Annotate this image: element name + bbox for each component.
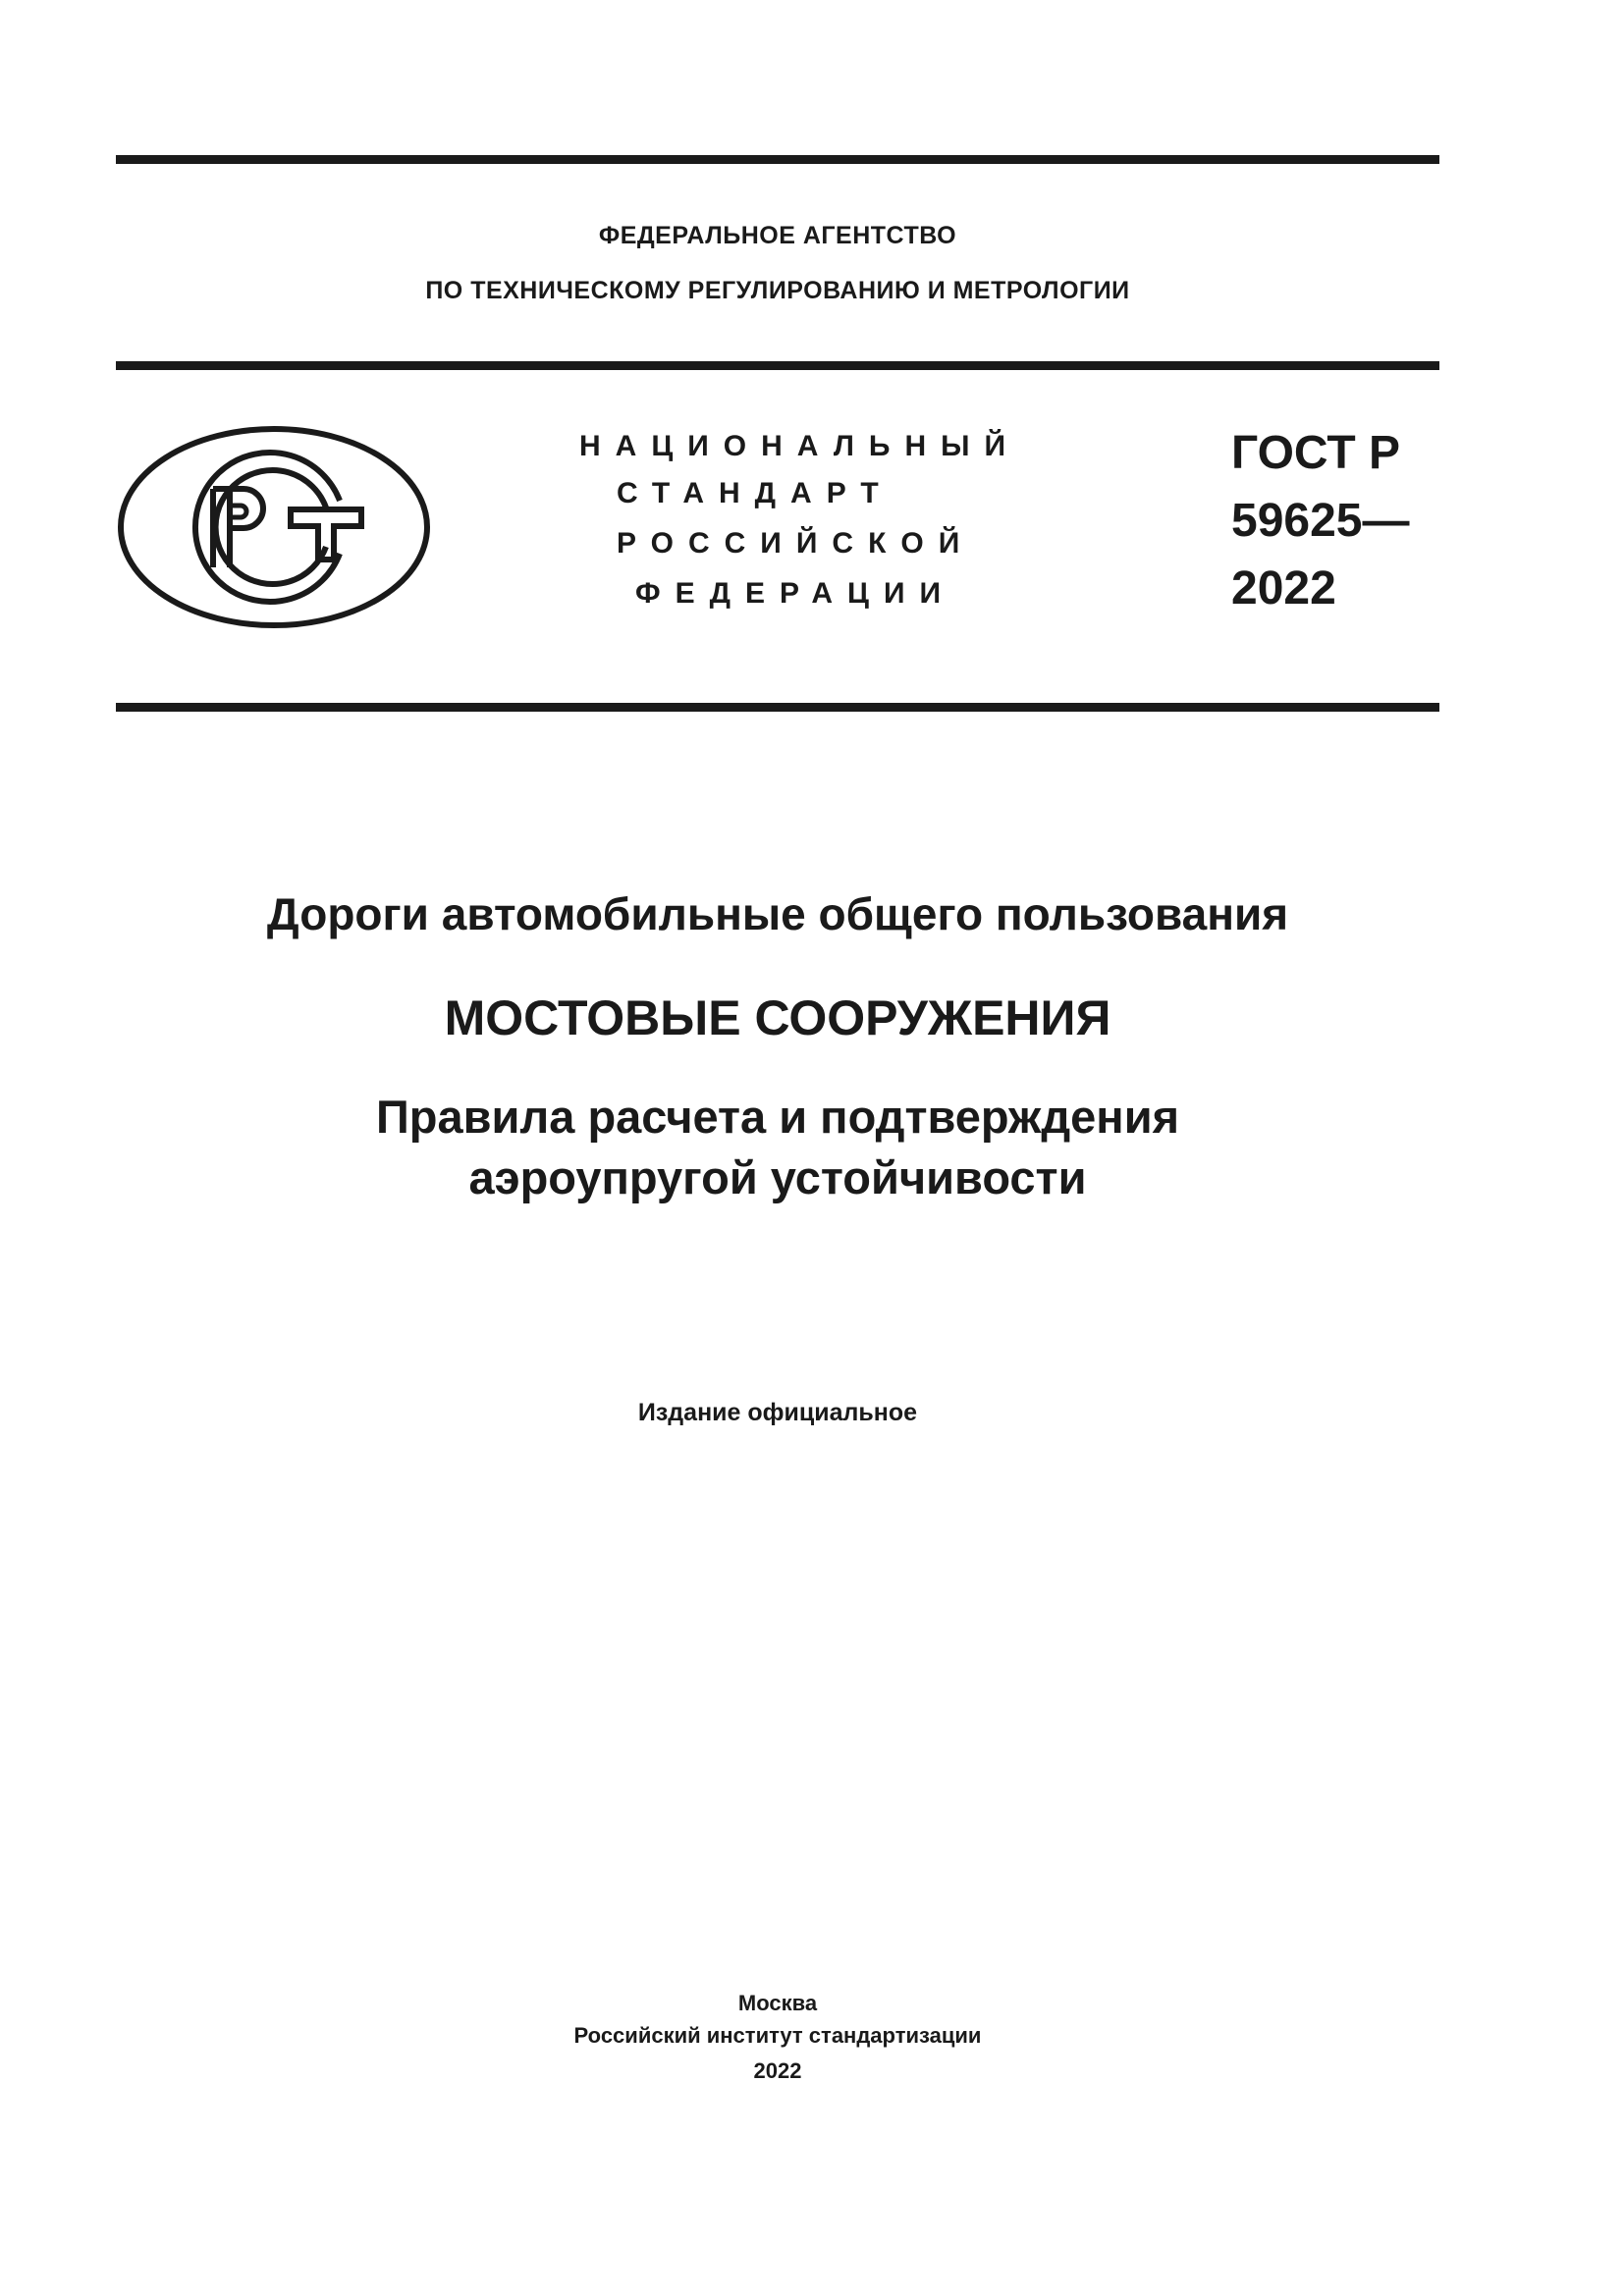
standard-code-line3: 2022 bbox=[1231, 562, 1336, 614]
national-standard-line4: ФЕДЕРАЦИИ bbox=[635, 577, 956, 610]
imprint-city: Москва bbox=[737, 1991, 818, 2015]
document-subtitle-line2: аэроупругой устойчивости bbox=[468, 1151, 1087, 1203]
agency-name-line2: ПО ТЕХНИЧЕСКОМУ РЕГУЛИРОВАНИЮ И МЕТРОЛОГИИ bbox=[425, 277, 1130, 304]
document-subtitle-line1: Правила расчета и подтверждения bbox=[375, 1091, 1180, 1143]
document-title-main: МОСТОВЫЕ СООРУЖЕНИЯ bbox=[444, 990, 1111, 1045]
header-divider-rule bbox=[116, 361, 1439, 370]
national-standard-line1: НАЦИОНАЛЬНЫЙ bbox=[579, 430, 1021, 462]
imprint-publisher: Российский институт стандартизации bbox=[573, 2023, 982, 2048]
top-divider-rule bbox=[116, 155, 1439, 164]
agency-name-line1: ФЕДЕРАЛЬНОЕ АГЕНТСТВО bbox=[598, 222, 957, 249]
national-standard-line3: РОССИЙСКОЙ bbox=[617, 527, 975, 560]
standard-code-line2: 59625— bbox=[1231, 495, 1410, 547]
edition-label: Издание официальное bbox=[637, 1399, 918, 1426]
rst-certification-mark-icon bbox=[116, 424, 432, 630]
standard-code-line1: ГОСТ Р bbox=[1231, 427, 1401, 479]
imprint-year: 2022 bbox=[753, 2058, 802, 2083]
bottom-divider-rule bbox=[116, 703, 1439, 712]
national-standard-line2: СТАНДАРТ bbox=[617, 477, 893, 509]
document-title-category: Дороги автомобильные общего пользования bbox=[266, 888, 1289, 939]
